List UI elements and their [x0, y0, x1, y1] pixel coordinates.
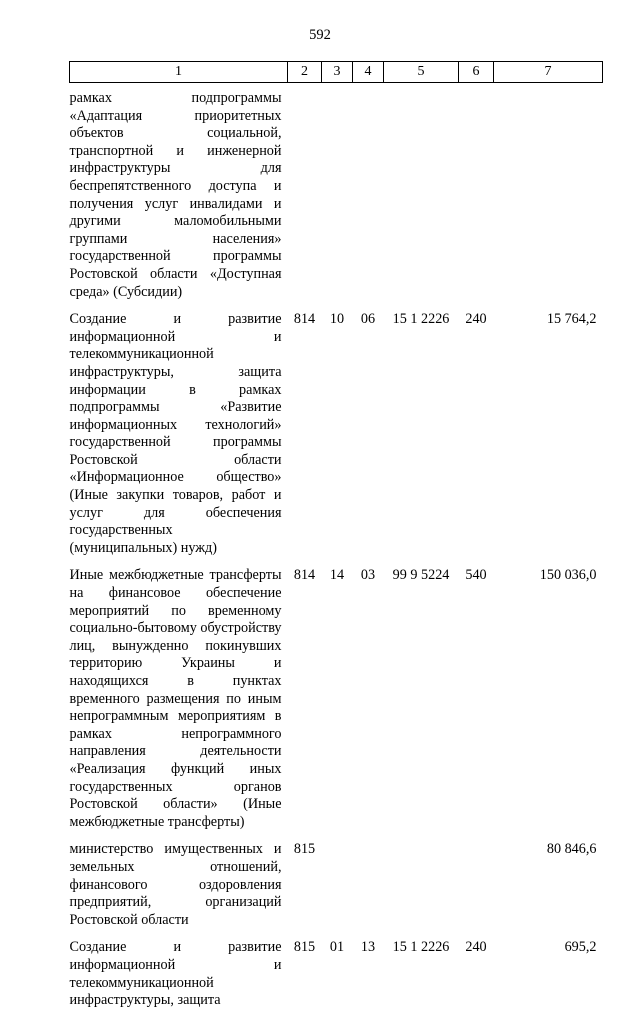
table-row [70, 90, 603, 301]
row-ministry-code: 814 [293, 311, 316, 328]
row-description: Создание и развитие информационной и телекоммуникационной инфраструктуры, защита информации в рамках подпрограммы «Развитие информационных технологий» государственной программы Ростовской области «Информационное общество» (Иные закупки товаров, работ и услуг для обеспечения государственных (муниципальных) нужд) [69, 311, 282, 556]
header-col-4: 4 [353, 62, 384, 83]
header-col-1: 1 [70, 62, 288, 83]
row-ministry-code: 815 [293, 939, 316, 956]
row-target-code [384, 90, 459, 301]
table-row [70, 939, 603, 1009]
table-row [70, 841, 603, 929]
row-section: 10 [329, 311, 345, 328]
budget-table [69, 61, 603, 1010]
row-expense-type: 240 [465, 311, 487, 328]
row-section [322, 841, 353, 929]
row-expense-type: 240 [465, 939, 487, 956]
page-number: 592 [309, 27, 331, 43]
row-section: 14 [329, 567, 345, 584]
row-expense-type [459, 841, 494, 929]
row-description: рамках подпрограммы «Адаптация приоритетных объектов социальной, транспортной и инженерной инфраструктуры для беспрепятственного доступа и получения услуг инвалидами и другими маломобильными группами населения» государственной программы Ростовской области «Доступная среда» (Субсидии) [69, 90, 282, 300]
row-ministry-code: 814 [293, 567, 316, 584]
header-col-6: 6 [459, 62, 494, 83]
header-col-5: 5 [384, 62, 459, 83]
row-expense-type: 540 [465, 567, 487, 584]
row-description: Создание и развитие информационной и телекоммуникационной инфраструктуры, защита [69, 939, 282, 1009]
row-amount: 150 036,0 [539, 567, 597, 584]
row-subsection [353, 841, 384, 929]
row-target-code: 15 1 2226 [392, 939, 450, 956]
row-subsection [353, 90, 384, 301]
row-subsection: 13 [360, 939, 376, 956]
row-target-code [384, 841, 459, 929]
header-col-2: 2 [288, 62, 322, 83]
row-expense-type [459, 90, 494, 301]
table-row [70, 567, 603, 831]
table-row [70, 311, 603, 557]
row-ministry-code [288, 90, 322, 301]
header-col-3: 3 [322, 62, 353, 83]
row-amount: 15 764,2 [546, 311, 597, 328]
row-subsection: 06 [360, 311, 376, 328]
header-col-7: 7 [494, 62, 603, 83]
row-target-code: 99 9 5224 [392, 567, 450, 584]
row-amount: 695,2 [564, 939, 597, 956]
table-header-row [70, 62, 603, 83]
row-ministry-code: 815 [293, 841, 316, 858]
row-target-code: 15 1 2226 [392, 311, 450, 328]
row-amount [494, 90, 603, 301]
row-description: Иные межбюджетные трансферты на финансовое обеспечение мероприятий по временному социально-бытовому обустройству лиц, вынужденно покинувших территорию Украины и находящихся в пунктах временного размещения по иным непрограммным мероприятиям в рамках непрограммного направления деятельности «Реализация функций иных государственных органов Ростовской области» (Иные межбюджетные трансферты) [69, 567, 282, 830]
row-section: 01 [329, 939, 345, 956]
row-description: министерство имущественных и земельных отношений, финансового оздоровления предприятий, организаций Ростовской области [69, 841, 282, 928]
row-amount: 80 846,6 [546, 841, 597, 858]
row-section [322, 90, 353, 301]
row-subsection: 03 [360, 567, 376, 584]
